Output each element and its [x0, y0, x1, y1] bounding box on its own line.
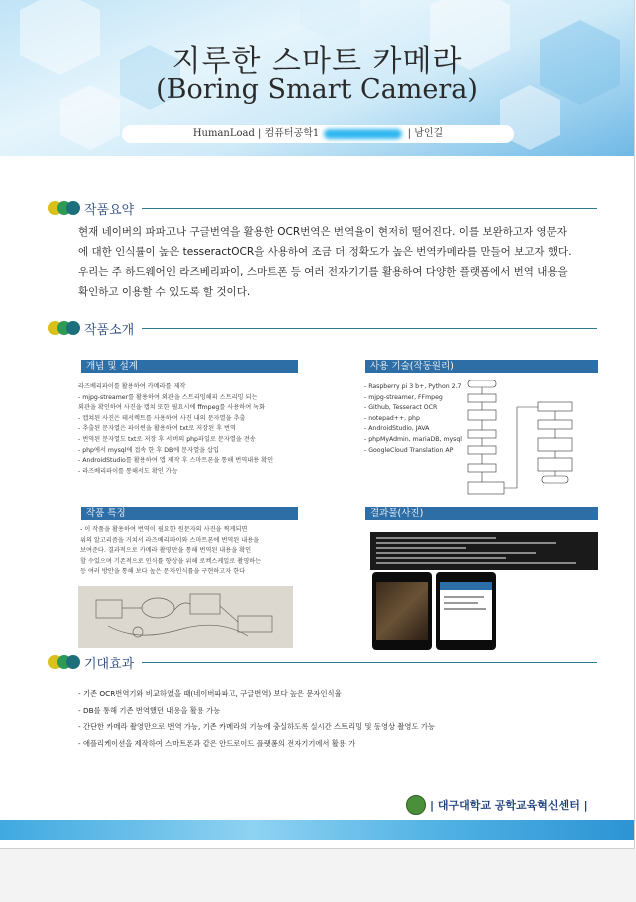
summary-line: 확인하고 이용할 수 있도록 할 것이다. [78, 286, 251, 298]
features-box-title: 작품 특징 [78, 507, 298, 520]
app-screen-icon [440, 582, 492, 640]
list-item: - 추출된 문자열은 파이썬을 활용하여 txt로 저장된 후 번역 [78, 425, 236, 433]
university-name: | 대구대학교 공학교육혁신센터 | [430, 799, 588, 812]
summary-text [78, 222, 598, 302]
tech-list [364, 382, 462, 456]
summary-divider [142, 208, 597, 209]
phone-photo-left [372, 572, 432, 650]
summary-line: 에 대한 인식률이 높은 tesseractOCR을 사용하여 조금 더 정확도가 높은 번역카메라를 만들어 보고자 했다. [78, 246, 572, 258]
list-item: - 캡쳐된 사진은 테서렉트를 사용하여 사진 내의 문자열을 추출 [78, 414, 246, 422]
list-item: - 이 작품을 활용하여 번역이 필요한 원문자의 사진을 찍게되면 [80, 526, 248, 533]
list-item: - AndroidStudio를 활용하여 앱 제작 후 스마트폰을 통해 번역내용 확인 [78, 457, 274, 465]
summary-line: 현재 네이버의 파파고나 구글번역을 활용한 OCR번역은 번역율이 현저히 떨어진다. 이를 보완하고자 영문자 [78, 226, 567, 238]
list-item: - DB를 통해 기존 번역했던 내용을 활용 가능 [78, 705, 221, 715]
sketch-drawing [78, 586, 293, 648]
list-item: - Raspberry pi 3 b+, Python 2.7 [364, 383, 462, 390]
list-item: 외관을 확인하여 사진을 캡쳐 또한 필요시에 ffmpeg를 사용하여 녹화 [78, 404, 266, 412]
list-item: - 기존 OCR번역기와 비교하였을 때(네이버파파고, 구글번역) 보다 높은 문자인식율 [78, 689, 342, 698]
list-item: - php에서 mysql에 접속 한 후 DB에 문자열을 삽입 [78, 446, 219, 454]
poster-title-english: (Boring Smart Camera) [156, 74, 478, 105]
poster-title-korean: 지루한 스마트 카메라 [171, 44, 463, 79]
terminal-screenshot [370, 532, 598, 570]
footer-band [0, 820, 634, 840]
university-seal-icon [406, 795, 426, 815]
results-box-title: 결과물(사진) [362, 507, 598, 520]
effects-heading-label: 기대효과 [84, 657, 135, 672]
viewer-background [0, 849, 636, 902]
terminal-text-lines [370, 532, 598, 570]
effects-list [78, 686, 435, 752]
author-advisor: | 남인길 [407, 128, 444, 139]
hand-sketch-image [78, 586, 293, 648]
list-item: - 애플리케이션을 제작하여 스마트폰과 같은 안드로이드 플랫폼의 전자기기에서 활용 가 [78, 738, 356, 748]
list-item: 등 여러 방안을 통해 보다 높은 문자인식률을 구현하고자 한다 [80, 568, 246, 576]
concept-list [78, 382, 273, 477]
list-item: - Github, Tesseract OCR [364, 404, 438, 412]
tech-box-title: 사용 기술(작동원리) [362, 360, 598, 373]
three-dots-icon [48, 654, 80, 670]
flowchart-diagram [462, 380, 582, 498]
list-item: - notepad++, php [364, 414, 420, 422]
list-item: 보여준다. 결과적으로 카메라 촬영만을 통해 번역된 내용을 확인 [80, 547, 252, 555]
list-item: - 간단한 카메라 촬영만으로 번역 가능, 기존 카메라의 기능에 충실하도록 실시간 스트리밍 및 동영상 촬영도 가능 [78, 722, 435, 731]
features-list [80, 525, 261, 578]
list-item: - mjpg-streamer를 활용하여 외관을 스트리밍해피 스트리밍 되는 [78, 393, 258, 401]
concept-lead: 라즈베리파이를 활용하여 카메라를 제작 [78, 383, 186, 390]
three-dots-icon [48, 320, 80, 336]
author-bar [122, 125, 514, 143]
list-item: - mjpg-streamer, FFmpeg [364, 393, 443, 401]
three-dots-icon [48, 200, 80, 216]
list-item: - GoogleCloud Translation AP [364, 446, 454, 454]
list-item: 할 수있으며 기존적으로 인식률 향상을 위해 로켁스케일로 촬영하는 [80, 557, 262, 565]
list-item: - 라즈베리파이를 통해서도 확인 가능 [78, 467, 178, 475]
list-item: - 번역된 문자열도 txt로 저장 후 서버의 php파일로 문자열을 전송 [78, 435, 256, 443]
summary-heading-label: 작품요약 [84, 203, 135, 218]
list-item: 위의 알고리즘을 거쳐서 라즈베리파이와 스마트폰에 번역된 내용을 [80, 536, 260, 544]
summary-line: 우리는 주 하드웨어인 라즈베리파이, 스마트폰 등 여러 전자기기를 활용하여 다양한 플랫폼에서 번역 내용을 [78, 266, 568, 278]
redacted-names [324, 129, 402, 139]
list-item: - phpMyAdmin, mariaDB, mysql [364, 435, 463, 443]
poster-header [0, 0, 634, 156]
concept-box-title: 개념 및 설계 [78, 360, 298, 373]
intro-heading-label: 작품소개 [84, 323, 135, 338]
author-team: HumanLoad | 컴퓨터공학1 [192, 128, 320, 139]
intro-divider [142, 328, 597, 329]
phone-photo-right [436, 572, 496, 650]
effects-divider [142, 662, 597, 663]
list-item: - AndroidStudio, JAVA [364, 425, 430, 433]
